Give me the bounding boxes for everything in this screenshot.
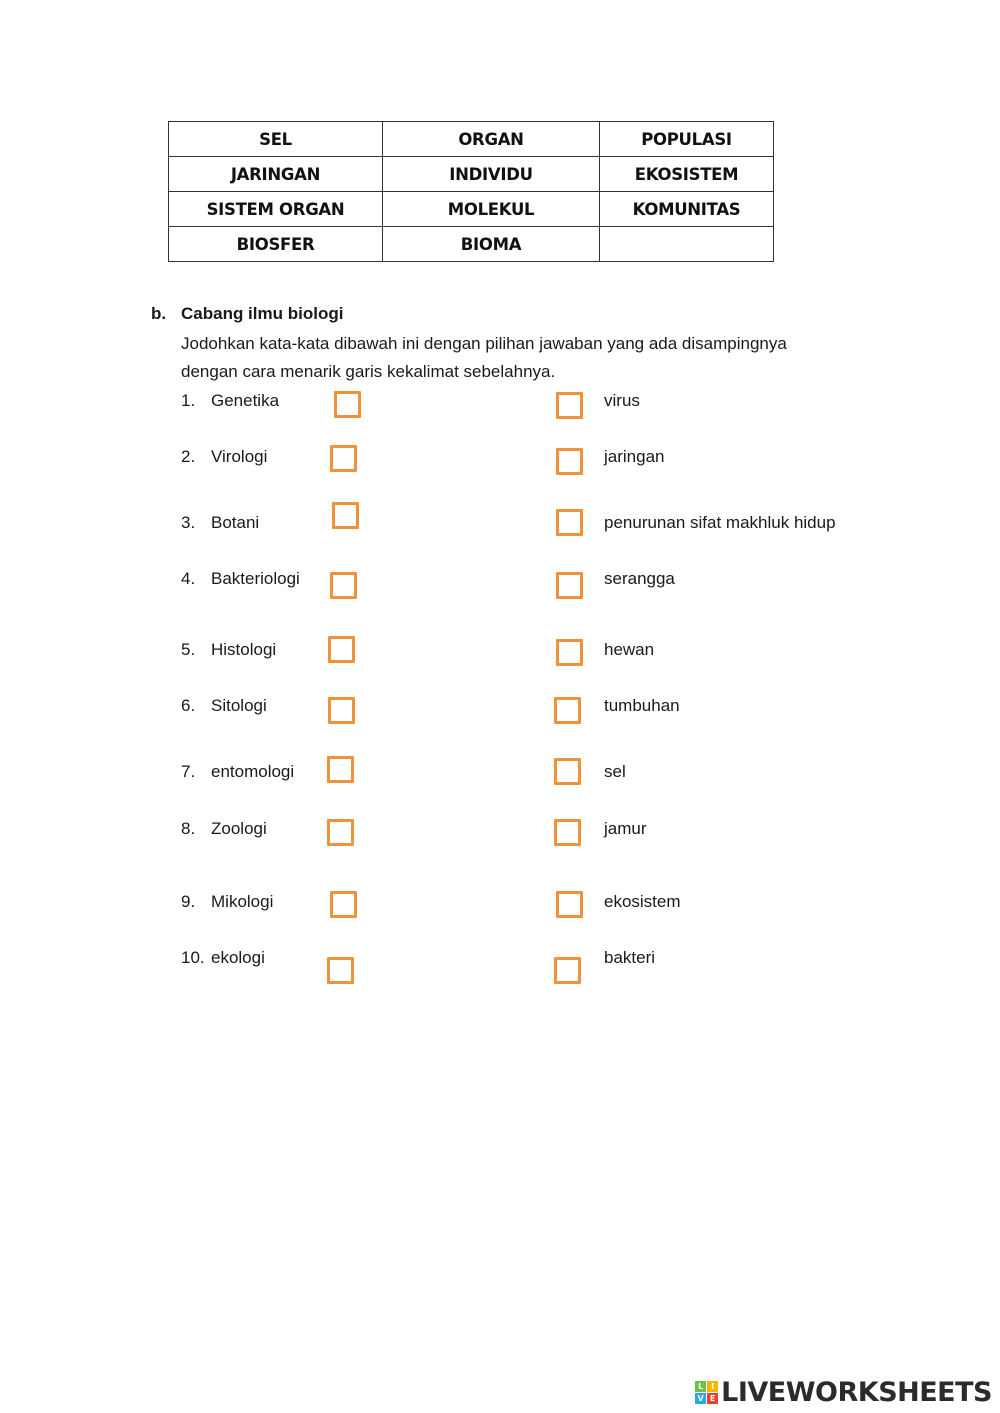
item-term: Histologi — [211, 640, 277, 659]
left-match-box[interactable] — [334, 391, 361, 418]
table-row — [169, 122, 774, 157]
left-match-box[interactable] — [330, 445, 357, 472]
left-match-box[interactable] — [327, 756, 354, 783]
left-match-box[interactable] — [327, 819, 354, 846]
table-row — [169, 157, 774, 192]
table-cell: BIOSFER — [169, 227, 383, 262]
section-label: b. — [151, 304, 167, 323]
item-number: 9. — [181, 892, 196, 911]
table-cell — [600, 227, 774, 262]
logo-text: LIVEWORKSHEETS — [721, 1376, 992, 1408]
item-term: Mikologi — [211, 892, 274, 911]
left-match-box[interactable] — [330, 891, 357, 918]
instruction-line-1: Jodohkan kata-kata dibawah ini dengan pilihan jawaban yang ada disampingnya — [181, 334, 787, 353]
item-term: entomologi — [211, 762, 295, 781]
match-row — [0, 696, 1000, 730]
item-answer: ekosistem — [604, 892, 681, 911]
right-match-box[interactable] — [554, 957, 581, 984]
right-match-box[interactable] — [554, 758, 581, 785]
match-row — [0, 447, 1000, 481]
logo-mark-letter: E — [707, 1393, 718, 1404]
left-match-box[interactable] — [332, 502, 359, 529]
item-term: Zoologi — [211, 819, 267, 838]
table-cell: SISTEM ORGAN — [169, 192, 383, 227]
item-answer: virus — [604, 391, 640, 410]
item-answer: tumbuhan — [604, 696, 680, 715]
item-answer: sel — [604, 762, 626, 781]
right-match-box[interactable] — [554, 697, 581, 724]
table-cell: BIOMA — [383, 227, 600, 262]
logo-mark-letter: V — [695, 1393, 706, 1404]
item-number: 4. — [181, 569, 196, 588]
table-cell: SEL — [169, 122, 383, 157]
right-match-box[interactable] — [556, 448, 583, 475]
item-answer: bakteri — [604, 948, 656, 967]
item-number: 8. — [181, 819, 196, 838]
table-cell: KOMUNITAS — [600, 192, 774, 227]
left-match-box[interactable] — [330, 572, 357, 599]
section-title: Cabang ilmu biologi — [181, 304, 344, 323]
match-row — [0, 948, 1000, 982]
logo-mark-icon — [695, 1381, 718, 1404]
item-term: ekologi — [211, 948, 265, 967]
left-match-box[interactable] — [328, 697, 355, 724]
item-term: Virologi — [211, 447, 268, 466]
right-match-box[interactable] — [556, 509, 583, 536]
left-match-box[interactable] — [327, 957, 354, 984]
right-match-box[interactable] — [556, 392, 583, 419]
item-term: Botani — [211, 513, 260, 532]
match-row — [0, 892, 1000, 926]
item-answer: jamur — [604, 819, 647, 838]
item-term: Sitologi — [211, 696, 267, 715]
match-row — [0, 762, 1000, 796]
right-match-box[interactable] — [554, 819, 581, 846]
left-match-box[interactable] — [328, 636, 355, 663]
table-cell: MOLEKUL — [383, 192, 600, 227]
right-match-box[interactable] — [556, 891, 583, 918]
table-row — [169, 227, 774, 262]
item-number: 1. — [181, 391, 196, 410]
item-term: Bakteriologi — [211, 569, 300, 588]
item-number: 2. — [181, 447, 196, 466]
item-answer: jaringan — [604, 447, 665, 466]
match-row — [0, 819, 1000, 853]
table-cell: EKOSISTEM — [600, 157, 774, 192]
liveworksheets-logo — [695, 1377, 992, 1407]
table-cell: ORGAN — [383, 122, 600, 157]
match-row — [0, 640, 1000, 674]
item-answer: serangga — [604, 569, 675, 588]
match-row — [0, 391, 1000, 425]
item-answer: hewan — [604, 640, 655, 659]
match-row — [0, 569, 1000, 603]
item-answer: penurunan sifat makhluk hidup — [604, 513, 836, 532]
table-cell: POPULASI — [600, 122, 774, 157]
right-match-box[interactable] — [556, 572, 583, 599]
table-cell: JARINGAN — [169, 157, 383, 192]
item-number: 5. — [181, 640, 196, 659]
item-number: 7. — [181, 762, 196, 781]
table-cell: INDIVIDU — [383, 157, 600, 192]
item-number: 10. — [181, 948, 205, 967]
match-row — [0, 513, 1000, 547]
terms-table — [168, 121, 774, 262]
instruction-line-2: dengan cara menarik garis kekalimat sebelahnya. — [181, 362, 556, 381]
item-term: Genetika — [211, 391, 280, 410]
table-row — [169, 192, 774, 227]
item-number: 6. — [181, 696, 196, 715]
right-match-box[interactable] — [556, 639, 583, 666]
item-number: 3. — [181, 513, 196, 532]
logo-mark-letter: I — [707, 1381, 718, 1392]
logo-mark-letter: L — [695, 1381, 706, 1392]
